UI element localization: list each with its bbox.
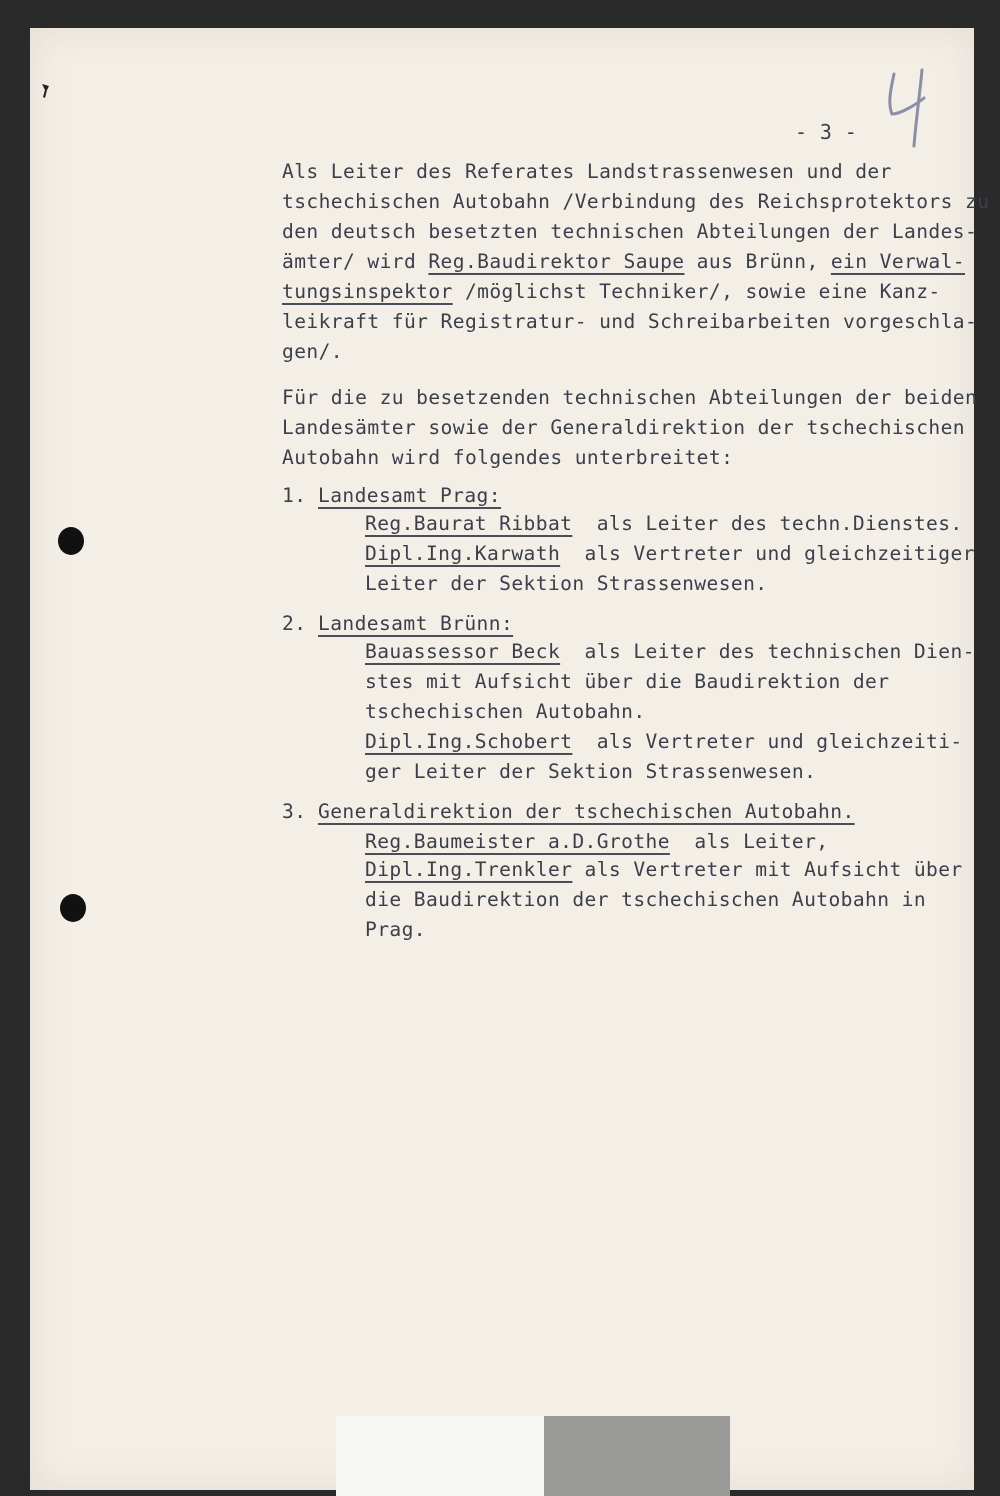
p1-line-6: leikraft für Registratur- und Schreibarbeiten vorgeschla- xyxy=(282,310,978,333)
p1-line-4 xyxy=(282,250,965,274)
p2-line-1: Für die zu besetzenden technischen Abteilungen der beiden xyxy=(282,386,978,409)
item2-name-4: Dipl.Ing.Schobert xyxy=(365,730,573,753)
item1-number: 1. xyxy=(282,484,307,507)
item1-rest-1: als Leiter des techn.Dienstes. xyxy=(572,512,963,535)
item3-name-2: Dipl.Ing.Trenkler xyxy=(365,858,573,881)
p1-line-4-b: aus Brünn, xyxy=(684,250,831,273)
item2-heading xyxy=(318,612,513,636)
item1-heading xyxy=(318,484,501,508)
item1-name-2: Dipl.Ing.Karwath xyxy=(365,542,561,565)
item1-rest-2: als Vertreter und gleichzeitiger xyxy=(560,542,975,565)
scan-calibration-strip-white xyxy=(336,1416,544,1496)
p1-line-5-b: /möglichst Techniker/, sowie eine Kanz- xyxy=(452,280,941,303)
item3-heading-text: Generaldirektion der tschechischen Autobahn. xyxy=(318,800,855,823)
item2-line-5: ger Leiter der Sektion Strassenwesen. xyxy=(365,760,817,783)
p2-line-2: Landesämter sowie der Generaldirektion der tschechischen xyxy=(282,416,965,439)
item3-line-3: die Baudirektion der tschechischen Autobahn in xyxy=(365,888,927,911)
item2-number: 2. xyxy=(282,612,307,635)
item1-name-1: Reg.Baurat Ribbat xyxy=(365,512,573,535)
item3-number: 3. xyxy=(282,800,307,823)
p1-line-1: Als Leiter des Referates Landstrassenwesen und der xyxy=(282,160,892,183)
item2-line-4 xyxy=(365,730,963,754)
item3-line-4: Prag. xyxy=(365,918,426,941)
item3-heading xyxy=(318,800,855,824)
p1-line-5 xyxy=(282,280,941,304)
scan-calibration-strip-grey xyxy=(544,1416,730,1496)
item2-line-2: stes mit Aufsicht über die Baudirektion der xyxy=(365,670,890,693)
item2-heading-text: Landesamt Brünn: xyxy=(318,612,514,635)
item2-rest-4: als Vertreter und gleichzeiti- xyxy=(572,730,963,753)
p1-line-4-a: ämter/ wird xyxy=(282,250,429,273)
page-number: - 3 - xyxy=(795,120,858,144)
item2-name-1: Bauassessor Beck xyxy=(365,640,561,663)
p1-line-2: tschechischen Autobahn /Verbindung des Reichsprotektors zu xyxy=(282,190,990,213)
item1-line-3: Leiter der Sektion Strassenwesen. xyxy=(365,572,768,595)
p1-line-3: den deutsch besetzten technischen Abteilungen der Landes- xyxy=(282,220,978,243)
item3-name-1: Reg.Baumeister a.D.Grothe xyxy=(365,830,670,853)
item2-rest-1: als Leiter des technischen Dien- xyxy=(560,640,975,663)
p2-line-3: Autobahn wird folgendes unterbreitet: xyxy=(282,446,734,469)
item3-rest-2: als Vertreter mit Aufsicht über xyxy=(572,858,963,881)
item3-line-1 xyxy=(365,830,828,854)
name-saupe: Reg.Baudirektor Saupe xyxy=(428,250,685,273)
verwaltungsinspektor-part2: tungsinspektor xyxy=(282,280,453,303)
item2-line-1 xyxy=(365,640,975,664)
item3-rest-1: als Leiter, xyxy=(669,830,829,853)
item3-line-2 xyxy=(365,858,963,882)
item1-line-2 xyxy=(365,542,975,566)
verwaltungsinspektor-part1: ein Verwal- xyxy=(830,250,966,273)
item2-line-3: tschechischen Autobahn. xyxy=(365,700,646,723)
p1-line-7: gen/. xyxy=(282,340,343,363)
item1-line-1 xyxy=(365,512,963,536)
item1-heading-text: Landesamt Prag: xyxy=(318,484,501,507)
